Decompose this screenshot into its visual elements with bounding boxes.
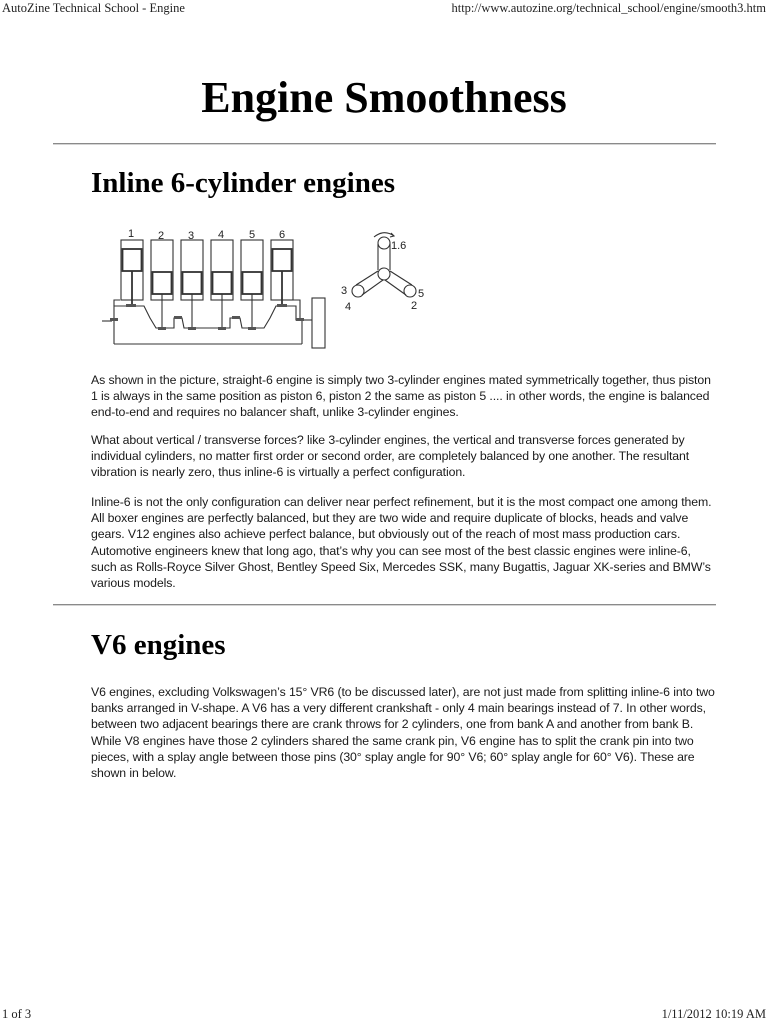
divider-middle <box>53 604 716 606</box>
paragraph-inline6-3: Inline-6 is not the only configuration can deliver near perfect refinement, but it is the most compact one among them. All boxer engines are perfectly balanced, but they are two wide and require duplicate of blocks, heads and valve gears. V12 engines also achieve perfect balance, but obviously out of the reach of most mass production cars. Automotive engineers knew that long ago, that’s why you can see most of the best classic engines were inline-6, such as Rolls-Royce Silver Ghost, Bentley Speed Six, Mercedes SSK, many Bugattis, Jaguar XK-series and BMW’s various models. <box>91 495 712 591</box>
section-heading-inline6: Inline 6-cylinder engines <box>91 167 395 199</box>
paragraph-v6-1: V6 engines, excluding Volkswagen’s 15° VR6 (to be discussed later), are not just made from splitting inline-6 into two banks arranged in V-shape. A V6 has a very different crankshaft - only 4 main bearings instead of 7. In other words, between two adjacent bearings there are crank throws for 2 cylinders, one from bank A and another from bank B. While V8 engines have those 2 cylinders shared the same crank pin, V6 engine has to split the crank pin into two pieces, with a splay angle between those pins (30° splay angle for 90° V6; 60° splay angle for 60° V6). These are shown in below. <box>91 685 715 781</box>
cylinder-label-4: 4 <box>217 229 225 241</box>
print-timestamp: 1/11/2012 10:19 AM <box>661 1007 766 1021</box>
paragraph-inline6-2: What about vertical / transverse forces? like 3-cylinder engines, the vertical and transverse forces generated by individual cylinders, no matter first order or second order, are completely balanced by one another. The resultant vibration is nearly zero, thus inline-6 is virtually a perfect configuration. <box>91 433 690 480</box>
cylinder-label-1: 1 <box>127 228 135 240</box>
crank-throw-diagram <box>336 224 440 316</box>
section-heading-v6: V6 engines <box>91 629 226 661</box>
cylinder-label-5: 5 <box>248 229 256 241</box>
print-header-title: AutoZine Technical School - Engine <box>2 1 185 15</box>
throw-label-4: 4 <box>345 301 352 313</box>
divider-top <box>53 143 716 145</box>
throw-label-5: 5 <box>418 288 425 300</box>
inline6-crankshaft-diagram <box>100 226 332 356</box>
throw-label-2: 2 <box>411 300 418 312</box>
print-footer <box>0 1006 768 1024</box>
page-indicator: 1 of 3 <box>2 1007 32 1021</box>
print-header-url: http://www.autozine.org/technical_school/engine/smooth3.htm <box>451 1 766 15</box>
throw-label-3: 3 <box>341 285 348 297</box>
cylinder-label-3: 3 <box>187 230 195 242</box>
paragraph-inline6-1: As shown in the picture, straight-6 engine is simply two 3-cylinder engines mated symmetrically together, thus piston 1 is always in the same position as piston 6, piston 2 the same as piston 5 .... in other words, the engine is balanced end-to-end and requires no balancer shaft, unlike 3-cylinder engines. <box>91 373 711 420</box>
cylinder-label-6: 6 <box>278 229 286 241</box>
page-title: Engine Smoothness <box>201 73 567 122</box>
print-header <box>0 0 768 20</box>
throw-label-1-6: 1.6 <box>391 240 407 252</box>
cylinder-label-2: 2 <box>157 230 165 242</box>
